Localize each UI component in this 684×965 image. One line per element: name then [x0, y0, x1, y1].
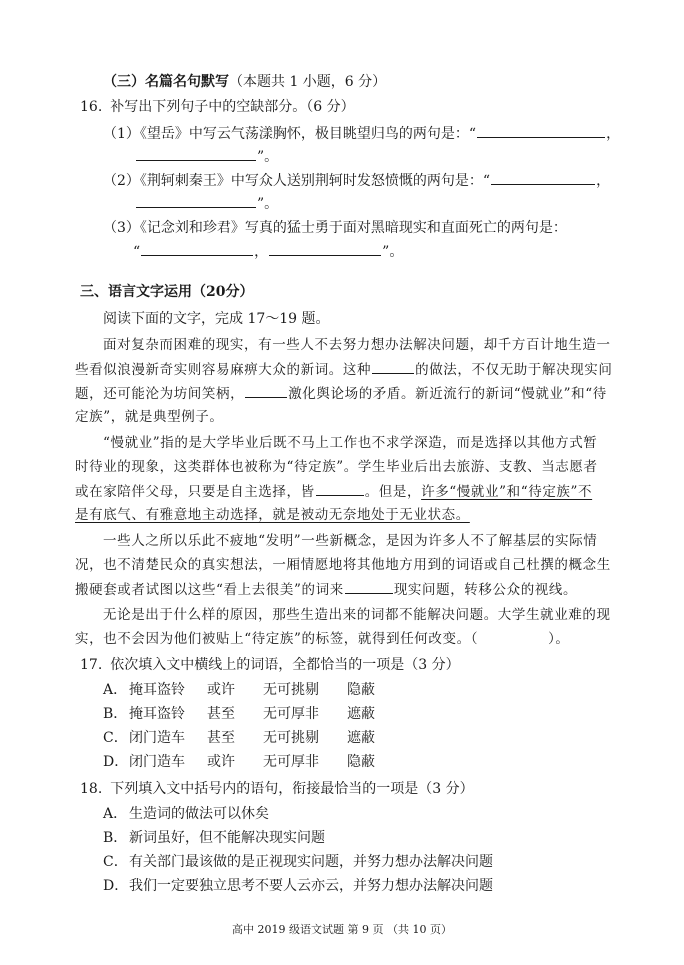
- underlined-sentence: 是有底气、有雅意地主动选择，就是被动无奈地处于无业状态。: [75, 507, 470, 523]
- passage-line: [75, 383, 607, 404]
- passage-text: 现实问题，转移公众的视线。: [393, 582, 578, 598]
- option-word: 隐蔽: [347, 754, 375, 770]
- option-text: 生造词的做法可以休矣: [129, 806, 269, 822]
- passage-text: 些看似浪漫新奇实则容易麻痹大众的新词。这种: [75, 362, 372, 378]
- option-word: 闭门造车: [129, 754, 185, 770]
- answer-blank[interactable]: [491, 170, 595, 185]
- item-separator: ，: [606, 126, 621, 142]
- q17-option-c[interactable]: [103, 728, 375, 748]
- item-end: ”。: [257, 196, 279, 212]
- q17-option-d[interactable]: [103, 752, 375, 772]
- option-word: 无可挑剔: [263, 682, 319, 698]
- passage-text: ）。: [548, 631, 570, 647]
- q18-option-b[interactable]: [103, 828, 325, 848]
- q18-option-c[interactable]: [103, 852, 493, 872]
- answer-blank[interactable]: [136, 193, 256, 208]
- passage-text: 激化舆论场的矛盾。新近流行的新词“慢就业”和“待: [288, 386, 607, 402]
- q17-option-b[interactable]: [103, 704, 375, 724]
- underlined-sentence: 许多“慢就业”和“待定族”不: [421, 484, 593, 500]
- option-label: A．: [103, 806, 128, 822]
- option-word: 掩耳盗铃: [129, 682, 185, 698]
- item-end: ”。: [257, 149, 279, 165]
- option-label: D．: [103, 878, 129, 894]
- item-separator: ，: [254, 244, 269, 260]
- option-word: 闭门造车: [129, 730, 185, 746]
- question-16-prompt: [80, 97, 355, 117]
- q18-option-a[interactable]: [103, 804, 269, 824]
- answer-blank[interactable]: [477, 123, 605, 138]
- item-end: ”。: [382, 244, 404, 260]
- option-label: B．: [103, 830, 128, 846]
- item-separator: ，: [596, 173, 611, 189]
- answer-blank[interactable]: [269, 241, 381, 256]
- item-text: （2）《荆轲刺秦王》中写众人送别荆轲时发怒愤慨的两句是：“: [103, 173, 491, 189]
- passage-text: 实，也不会因为他们被贴上“待定族”的标签，就得到任何改变。（: [75, 631, 479, 647]
- option-word: 掩耳盗铃: [129, 706, 185, 722]
- section-title: （三）名篇名句默写: [103, 74, 229, 90]
- option-word: 无可厚非: [263, 706, 319, 722]
- answer-blank[interactable]: [345, 579, 393, 594]
- q16-item-2-cont: [135, 193, 278, 214]
- option-word: 无可厚非: [263, 754, 319, 770]
- section-note: （本题共 1 小题，6 分）: [229, 74, 387, 90]
- passage-line: [75, 359, 613, 380]
- option-text: 我们一定要独立思考不要人云亦云，并努力想办法解决问题: [129, 878, 493, 894]
- passage-text: 题，还可能沦为坊间笑柄，: [75, 386, 245, 402]
- question-number: 16.: [80, 99, 103, 115]
- question-18-prompt: [80, 779, 474, 799]
- passage-line: [75, 481, 592, 502]
- question-number: 18.: [80, 781, 103, 797]
- option-word: 遮蔽: [347, 730, 375, 746]
- item-open-quote: “: [133, 244, 141, 260]
- q16-item-1: [103, 123, 620, 144]
- q16-item-2: [103, 170, 610, 191]
- q16-item-3: [103, 218, 567, 238]
- q17-option-a[interactable]: [103, 680, 375, 700]
- reading-intro: 阅读下面的文字，完成 17～19 题。: [103, 311, 330, 327]
- part-title: 三、语言文字运用（20分）: [80, 284, 254, 300]
- question-17-prompt: [80, 655, 460, 675]
- option-label: A．: [103, 682, 128, 698]
- question-number: 17.: [80, 657, 103, 673]
- passage-line: 时待业的现象，这类群体也被称为“待定族”。学生毕业后出去旅游、支教、当志愿者: [75, 459, 598, 475]
- passage-line: 定族”，就是典型例子。: [75, 409, 224, 425]
- passage-line: 面对复杂而困难的现实，有一些人不去努力想办法解决问题，却千方百计地生造一: [103, 337, 611, 353]
- answer-blank[interactable]: [245, 383, 287, 398]
- q16-item-1-cont: [135, 146, 278, 167]
- item-text: （3）《记念刘和珍君》写真的猛士勇于面对黑暗现实和直面死亡的两句是：: [103, 220, 567, 236]
- answer-blank[interactable]: [136, 146, 256, 161]
- passage-line: “慢就业”指的是大学毕业后既不马上工作也不求学深造，而是选择以其他方式暂: [103, 435, 598, 451]
- passage-line: [75, 579, 577, 600]
- q18-option-d[interactable]: [103, 876, 493, 896]
- option-word: 甚至: [207, 730, 235, 746]
- answer-blank[interactable]: [316, 481, 364, 496]
- option-word: 或许: [207, 682, 235, 698]
- passage-line: 一些人之所以乐此不疲地“发明”一些新概念，是因为许多人不了解基层的实际情: [103, 533, 598, 549]
- passage-line: 况，也不清楚民众的真实想法，一厢情愿地将其他地方用到的词语或自己杜撰的概念生: [75, 557, 611, 573]
- page-footer: 高中 2019 级语文试题 第 9 页 （共 10 页）: [232, 923, 452, 936]
- passage-line: [75, 629, 570, 649]
- question-text: 依次填入文中横线上的词语，全都恰当的一项是（3 分）: [110, 657, 460, 673]
- option-word: 甚至: [207, 706, 235, 722]
- option-label: D．: [103, 754, 129, 770]
- passage-text: 或在家陪伴父母，只要是自主选择，皆: [75, 484, 315, 500]
- option-text: 新词虽好，但不能解决现实问题: [129, 830, 325, 846]
- question-text: 补写出下列句子中的空缺部分。（6 分）: [110, 99, 355, 115]
- item-text: （1）《望岳》中写云气荡漾胸怀，极目眺望归鸟的两句是：“: [103, 126, 477, 142]
- question-text: 下列填入文中括号内的语句，衔接最恰当的一项是（3 分）: [110, 781, 474, 797]
- passage-text: 搬硬套或者试图以这些“看上去很美”的词来: [75, 582, 344, 598]
- option-word: 或许: [207, 754, 235, 770]
- answer-blank[interactable]: [372, 359, 414, 374]
- passage-text: 。但是，: [364, 484, 422, 500]
- passage-text: 的做法，不仅无助于解决现实问: [415, 362, 613, 378]
- passage-line: 无论是出于什么样的原因，那些生造出来的词都不能解决问题。大学生就业难的现: [103, 607, 611, 623]
- q16-item-3-cont: [133, 241, 403, 262]
- option-label: C．: [103, 730, 128, 746]
- option-word: 遮蔽: [347, 706, 375, 722]
- option-text: 有关部门最该做的是正视现实问题，并努力想办法解决问题: [129, 854, 493, 870]
- answer-blank[interactable]: [141, 241, 253, 256]
- option-word: 无可挑剔: [263, 730, 319, 746]
- section-heading: [103, 72, 386, 92]
- option-label: B．: [103, 706, 128, 722]
- option-word: 隐蔽: [347, 682, 375, 698]
- passage-line: [75, 505, 470, 525]
- option-label: C．: [103, 854, 128, 870]
